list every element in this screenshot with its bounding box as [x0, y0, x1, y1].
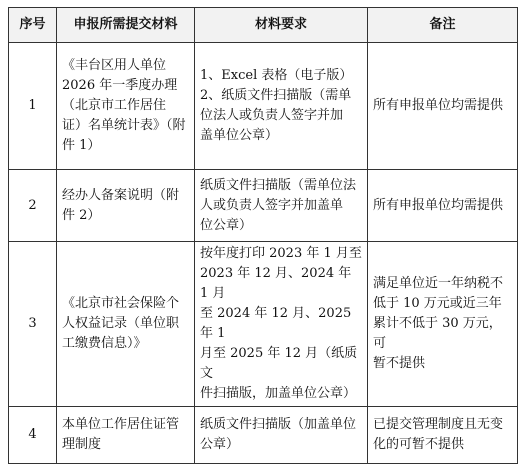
requirement-cell: 纸质文件扫描版（需单位法 人或负责人签字并加盖单 位公章）: [195, 170, 368, 242]
material-cell: 《北京市社会保险个 人权益记录（单位职 工缴费信息）》: [57, 242, 195, 407]
requirement-cell: 1、Excel 表格（电子版） 2、纸质文件扫描版（需单 位法人或负责人签字并加 盖单位公章）: [195, 43, 368, 170]
table-row: [9, 407, 518, 464]
materials-table-container: [8, 7, 518, 464]
material-cell: 经办人备案说明（附 件 2）: [57, 170, 195, 242]
header-no: 序号: [9, 8, 57, 43]
remark-cell: 所有申报单位均需提供: [368, 43, 518, 170]
remark-cell: 满足单位近一年纳税不 低于 10 万元或近三年 累计不低于 30 万元，可 暂不提供: [368, 242, 518, 407]
requirement-cell: 纸质文件扫描版（加盖单位 公章）: [195, 407, 368, 464]
table-row: [9, 43, 518, 170]
header-requirement: 材料要求: [195, 8, 368, 43]
remark-cell: 已提交管理制度且无变 化的可暂不提供: [368, 407, 518, 464]
row-number: 1: [9, 43, 57, 170]
material-cell: 《丰台区用人单位 2026 年一季度办理 （北京市工作居住 证）名单统计表》（附 件 1）: [57, 43, 195, 170]
row-number: 4: [9, 407, 57, 464]
table-header-row: [9, 8, 518, 43]
material-cell: 本单位工作居住证管 理制度: [57, 407, 195, 464]
header-remark: 备注: [368, 8, 518, 43]
table-row: [9, 170, 518, 242]
header-material: 申报所需提交材料: [57, 8, 195, 43]
materials-table: [8, 7, 518, 464]
row-number: 3: [9, 242, 57, 407]
row-number: 2: [9, 170, 57, 242]
table-row: [9, 242, 518, 407]
remark-cell: 所有申报单位均需提供: [368, 170, 518, 242]
requirement-cell: 按年度打印 2023 年 1 月至 2023 年 12 月、2024 年 1 月 至 2024 年 12 月、2025 年 1 月至 2025 年 12 月（纸质文 件扫描版，加盖单位公章）: [195, 242, 368, 407]
